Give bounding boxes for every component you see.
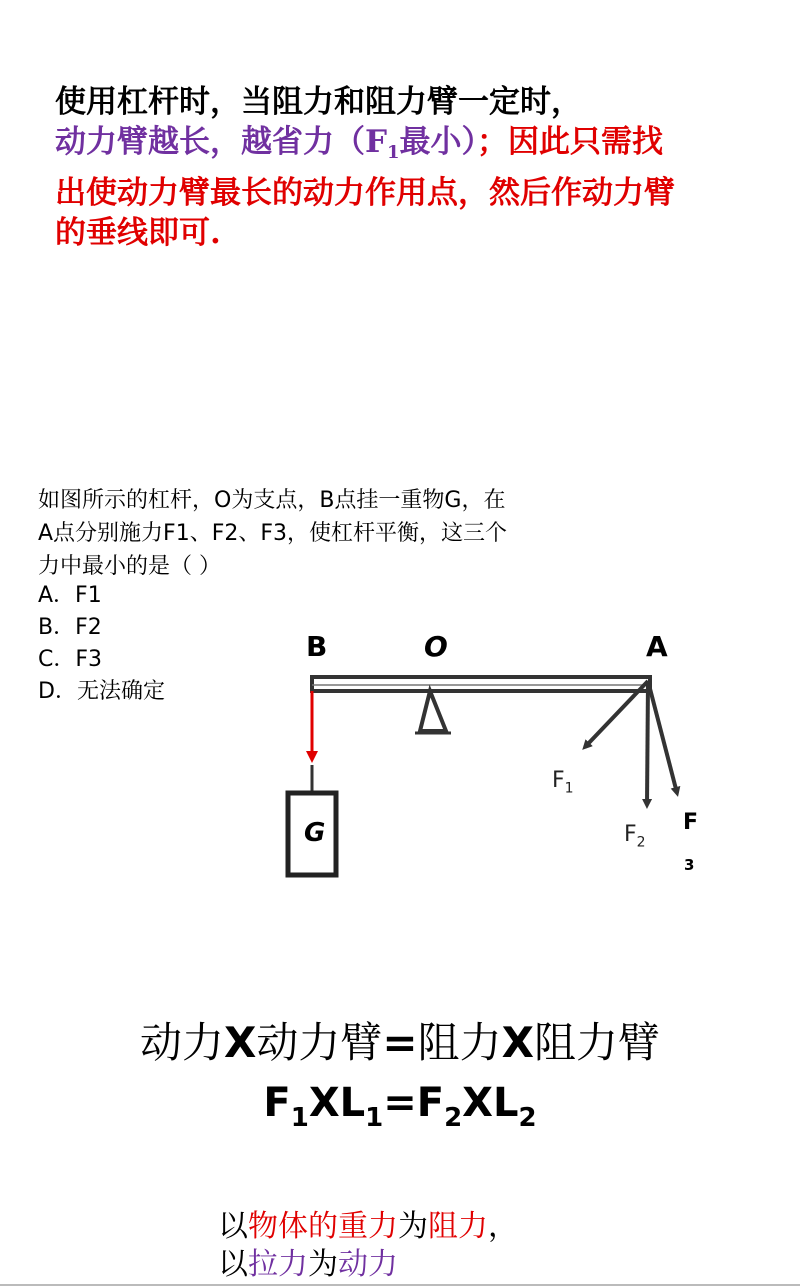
bottom-l1-c: 为	[398, 1209, 428, 1244]
point-o-label: O	[424, 630, 448, 663]
formula-f2: F	[416, 1080, 445, 1126]
f3-label-sub: 3	[684, 856, 695, 874]
formula-times-2: X	[501, 1018, 534, 1067]
formula-symbols	[0, 1078, 800, 1143]
bottom-line-1	[218, 1208, 518, 1246]
weight-g-label: G	[304, 818, 326, 848]
bottom-l2-b: 拉力	[248, 1247, 308, 1282]
formula-load-arm: 阻力臂	[534, 1018, 661, 1067]
formula-l2-sub: 2	[518, 1103, 537, 1133]
options-list	[38, 580, 165, 708]
lever-diagram	[270, 625, 730, 895]
point-b-label: B	[306, 630, 328, 663]
intro-line-2-c: ；因此只需找	[477, 124, 664, 160]
bottom-note	[218, 1208, 518, 1284]
fulcrum-triangle	[420, 691, 446, 731]
bottom-line-2	[218, 1246, 518, 1284]
intro-line-2-a: 动力臂越长，越省力（F	[55, 124, 388, 160]
force-f2-arrow	[647, 681, 648, 805]
force-f3-arrow	[648, 681, 677, 793]
point-a-label: A	[646, 630, 668, 663]
formula-times-1: X	[223, 1018, 257, 1067]
f2-label	[624, 822, 646, 850]
formula-load: 阻力	[417, 1018, 502, 1067]
formula-xl2: XL	[462, 1080, 519, 1126]
f1-label-sub: 1	[564, 780, 574, 797]
bottom-divider	[0, 1284, 800, 1286]
option-b: B．F2	[38, 615, 102, 640]
lever-beam	[312, 677, 650, 691]
f2-label-sub: 2	[636, 834, 646, 851]
f1-label-main: F	[552, 768, 565, 793]
question-text: 如图所示的杠杆，O为支点，B点挂一重物G，在A点分别施力F1、F2、F3，使杠杆平衡，这三个力中最小的是（ ）	[38, 488, 508, 579]
formula-eq: =	[383, 1080, 417, 1126]
intro-line-2-sub: 1	[387, 142, 400, 163]
formula-equals: =	[382, 1018, 418, 1067]
option-a: A．F1	[38, 583, 102, 608]
intro-line-2-b: 最小）	[399, 124, 478, 160]
formula-f1: F	[263, 1080, 291, 1126]
bottom-l1-e: ，	[488, 1209, 518, 1244]
intro-line-4: 的垂线即可.	[55, 215, 221, 251]
f1-label	[552, 768, 574, 796]
formula-effort: 动力	[139, 1018, 224, 1067]
intro-line-1: 使用杠杆时，当阻力和阻力臂一定时，	[55, 84, 582, 120]
formula-words	[0, 1018, 800, 1068]
formula-f1-sub: 1	[290, 1103, 309, 1133]
option-d: D．无法确定	[38, 679, 165, 704]
bottom-l2-c: 为	[308, 1247, 338, 1282]
intro-line-2	[55, 122, 755, 173]
formula-effort-arm: 动力臂	[256, 1018, 383, 1067]
bottom-l1-d: 阻力	[428, 1209, 488, 1244]
option-c: C．F3	[38, 647, 103, 672]
bottom-l2-a: 以	[218, 1247, 248, 1282]
formula-xl1: XL	[308, 1080, 366, 1126]
bottom-l1-a: 以	[218, 1209, 248, 1244]
formula-l1-sub: 1	[365, 1103, 384, 1133]
bottom-l2-d: 动力	[338, 1247, 398, 1282]
intro-paragraph	[55, 82, 755, 253]
intro-line-3: 出使动力臂最长的动力作用点，然后作动力臂	[55, 175, 675, 211]
f3-label-main: F	[683, 810, 699, 835]
bottom-l1-b: 物体的重力	[248, 1209, 398, 1244]
formula-f2-sub: 2	[444, 1103, 463, 1133]
f2-label-main: F	[624, 822, 637, 847]
